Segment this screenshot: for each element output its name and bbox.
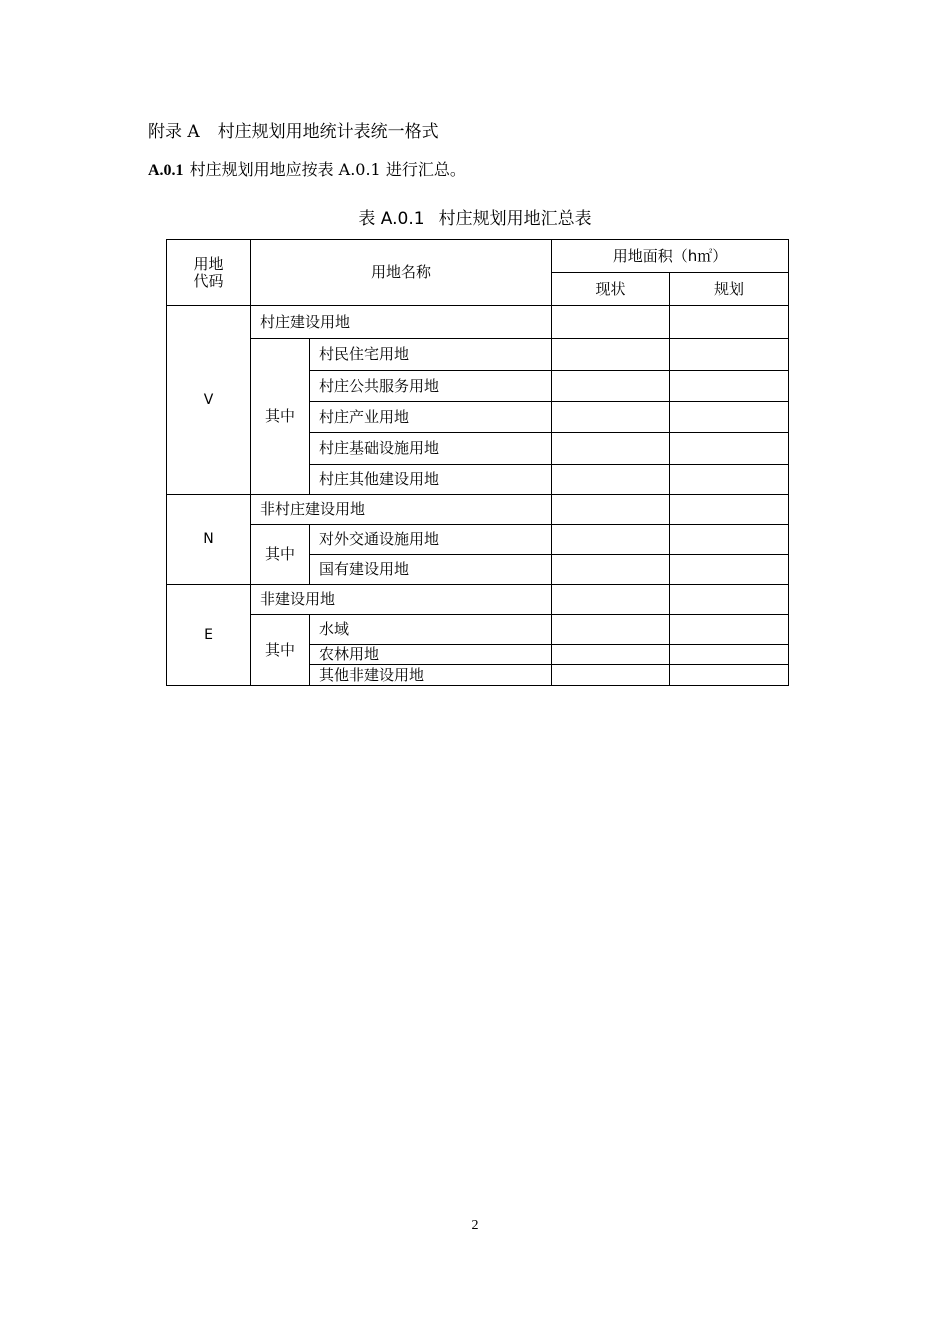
cell-planned (670, 615, 789, 645)
clause-number: A.0.1 (148, 162, 184, 179)
subitem-name: 农林用地 (310, 645, 552, 665)
page-number: 2 (471, 1218, 479, 1233)
table-row (167, 525, 789, 555)
sub-label: 其中 (251, 339, 310, 495)
subitem-name: 其他非建设用地 (310, 665, 552, 686)
cell-planned (670, 306, 789, 339)
clause-a01 (148, 158, 466, 183)
cell-planned (670, 339, 789, 371)
table-caption-number: 表 A.0.1 (358, 209, 425, 229)
group-name-e: 非建设用地 (251, 585, 552, 615)
table-row (167, 339, 789, 371)
cell-planned (670, 433, 789, 465)
cell-planned (670, 525, 789, 555)
table-row (167, 306, 789, 339)
cell-current (552, 402, 670, 433)
header-planned: 规划 (670, 273, 789, 306)
group-code-v: V (167, 306, 251, 495)
cell-current (552, 465, 670, 495)
table-row (167, 585, 789, 615)
cell-planned (670, 645, 789, 665)
cell-current (552, 339, 670, 371)
appendix-title-text: 村庄规划用地统计表统一格式 (217, 122, 439, 142)
cell-current (552, 495, 670, 525)
header-name: 用地名称 (251, 240, 552, 306)
subitem-name: 国有建设用地 (310, 555, 552, 585)
sub-label: 其中 (251, 525, 310, 585)
cell-current (552, 555, 670, 585)
cell-current (552, 371, 670, 402)
cell-current (552, 525, 670, 555)
subitem-name: 水域 (310, 615, 552, 645)
cell-current (552, 645, 670, 665)
header-code-line2: 代码 (193, 271, 224, 290)
cell-current (552, 665, 670, 686)
header-row (167, 240, 789, 273)
appendix-title (148, 120, 439, 144)
sub-label: 其中 (251, 615, 310, 686)
subitem-name: 村庄产业用地 (310, 402, 552, 433)
cell-current (552, 585, 670, 615)
table-caption (0, 207, 950, 231)
cell-planned (670, 402, 789, 433)
cell-planned (670, 495, 789, 525)
group-name-n: 非村庄建设用地 (251, 495, 552, 525)
cell-current (552, 306, 670, 339)
cell-planned (670, 465, 789, 495)
group-name-v: 村庄建设用地 (251, 306, 552, 339)
header-code-line1: 用地 (193, 254, 224, 273)
table-row (167, 495, 789, 525)
cell-planned (670, 555, 789, 585)
table-caption-title: 村庄规划用地汇总表 (438, 209, 592, 229)
land-use-summary-table (166, 239, 789, 686)
cell-planned (670, 585, 789, 615)
subitem-name: 村庄公共服务用地 (310, 371, 552, 402)
subitem-name: 对外交通设施用地 (310, 525, 552, 555)
cell-planned (670, 665, 789, 686)
cell-planned (670, 371, 789, 402)
cell-current (552, 433, 670, 465)
cell-current (552, 615, 670, 645)
table-row (167, 615, 789, 645)
subitem-name: 村民住宅用地 (310, 339, 552, 371)
header-current: 现状 (552, 273, 670, 306)
header-area: 用地面积（h㎡） (552, 240, 789, 273)
subitem-name: 村庄基础设施用地 (310, 433, 552, 465)
group-code-e: E (167, 585, 251, 686)
group-code-n: N (167, 495, 251, 585)
header-code-cell (167, 240, 251, 306)
appendix-label: 附录 A (148, 122, 200, 142)
subitem-name: 村庄其他建设用地 (310, 465, 552, 495)
clause-text: 村庄规划用地应按表 A.0.1 进行汇总。 (189, 160, 466, 179)
